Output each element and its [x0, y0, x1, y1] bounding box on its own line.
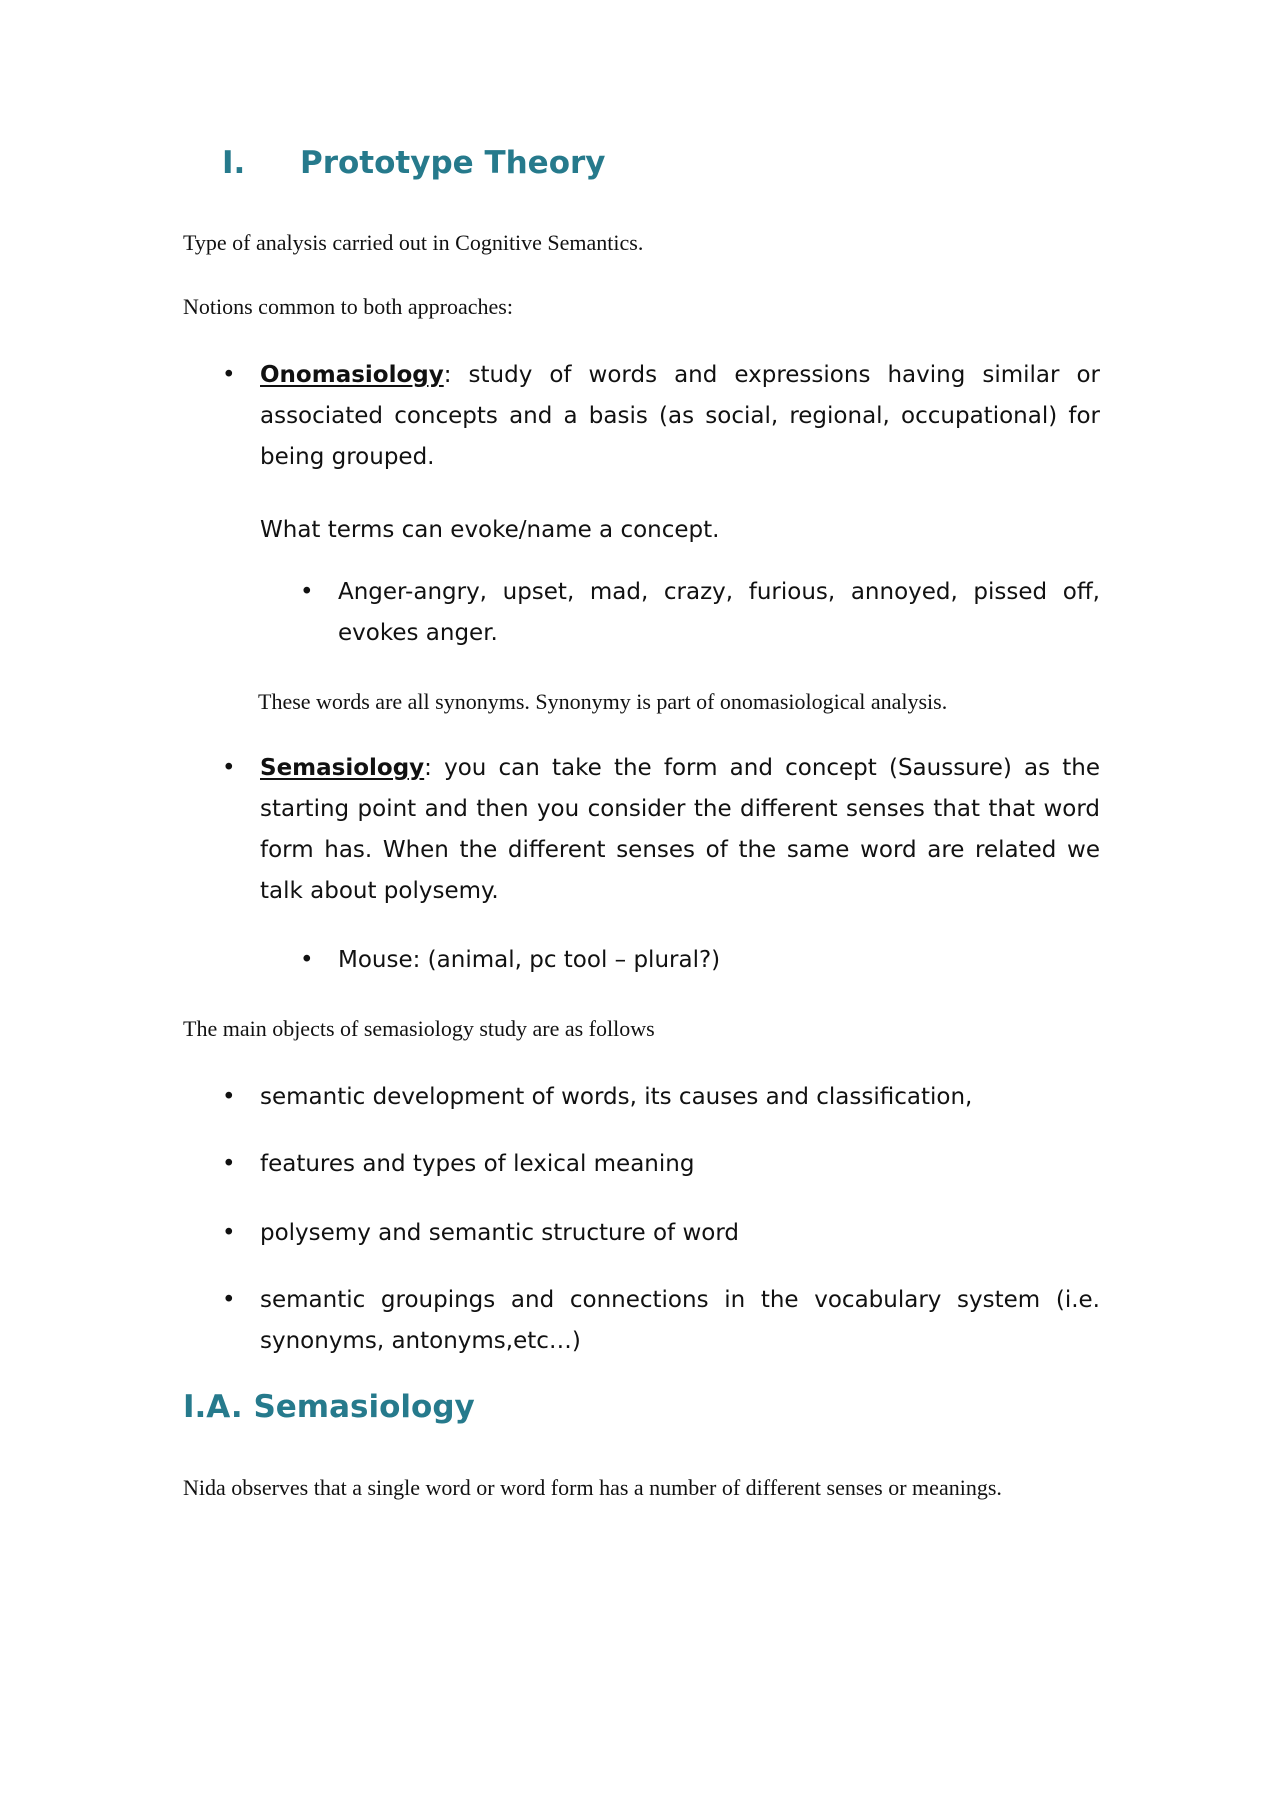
- semasiology-definition: : you can take the form and concept (Saussure) as the starting point and then you consider the different senses that that word form has. When the different senses of the same word are related we talk about polysemy.: [260, 755, 1100, 904]
- bullet-dot: •: [300, 579, 314, 605]
- subsection-heading: I.A. Semasiology: [183, 1389, 475, 1425]
- bullet-dot: •: [300, 947, 314, 973]
- list-item-text: semantic groupings and connections in the vocabulary system (i.e. synonyms, antonyms,etc…): [260, 1287, 1100, 1354]
- onomasiology-bullet: [222, 355, 1100, 478]
- intro-paragraph: Type of analysis carried out in Cognitive Semantics.: [183, 230, 644, 255]
- list-item-text: semantic development of words, its causes and classification,: [260, 1084, 973, 1110]
- list-item-text: polysemy and semantic structure of word: [260, 1220, 739, 1246]
- onomasiology-question: What terms can evoke/name a concept.: [260, 517, 720, 543]
- bullet-dot: •: [222, 1287, 236, 1313]
- semasiology-text: [260, 748, 1100, 912]
- semasiology-term: Semasiology: [260, 755, 425, 781]
- list-item-text: features and types of lexical meaning: [260, 1151, 695, 1177]
- semasiology-example-bullet: [300, 940, 1100, 981]
- onomasiology-example: Anger-angry, upset, mad, crazy, furious, annoyed, pissed off, evokes anger.: [338, 579, 1100, 646]
- notions-paragraph: Notions common to both approaches:: [183, 294, 513, 319]
- closing-paragraph: Nida observes that a single word or word form has a number of different senses or meanings.: [183, 1475, 1002, 1500]
- bullet-dot: •: [222, 1151, 236, 1177]
- list-item: [222, 1077, 1100, 1118]
- onomasiology-definition: : study of words and expressions having similar or associated concepts and a basis (as social, regional, occupational) for being grouped.: [260, 362, 1100, 470]
- section-number: I.: [222, 145, 246, 181]
- bullet-dot: •: [222, 362, 236, 388]
- bullet-dot: •: [222, 755, 236, 781]
- objects-intro: The main objects of semasiology study are as follows: [183, 1016, 655, 1041]
- bullet-dot: •: [222, 1220, 236, 1246]
- section-title: Prototype Theory: [300, 145, 606, 181]
- onomasiology-example-bullet: [300, 572, 1100, 654]
- list-item: [222, 1144, 1100, 1185]
- onomasiology-text: [260, 355, 1100, 478]
- onomasiology-term: Onomasiology: [260, 362, 444, 388]
- semasiology-example: Mouse: (animal, pc tool – plural?): [338, 947, 721, 973]
- list-item: [222, 1213, 1100, 1254]
- bullet-dot: •: [222, 1084, 236, 1110]
- section-heading: [222, 145, 606, 182]
- synonyms-note: These words are all synonyms. Synonymy is part of onomasiological analysis.: [258, 689, 948, 714]
- list-item: [222, 1280, 1100, 1362]
- semasiology-bullet: [222, 748, 1100, 912]
